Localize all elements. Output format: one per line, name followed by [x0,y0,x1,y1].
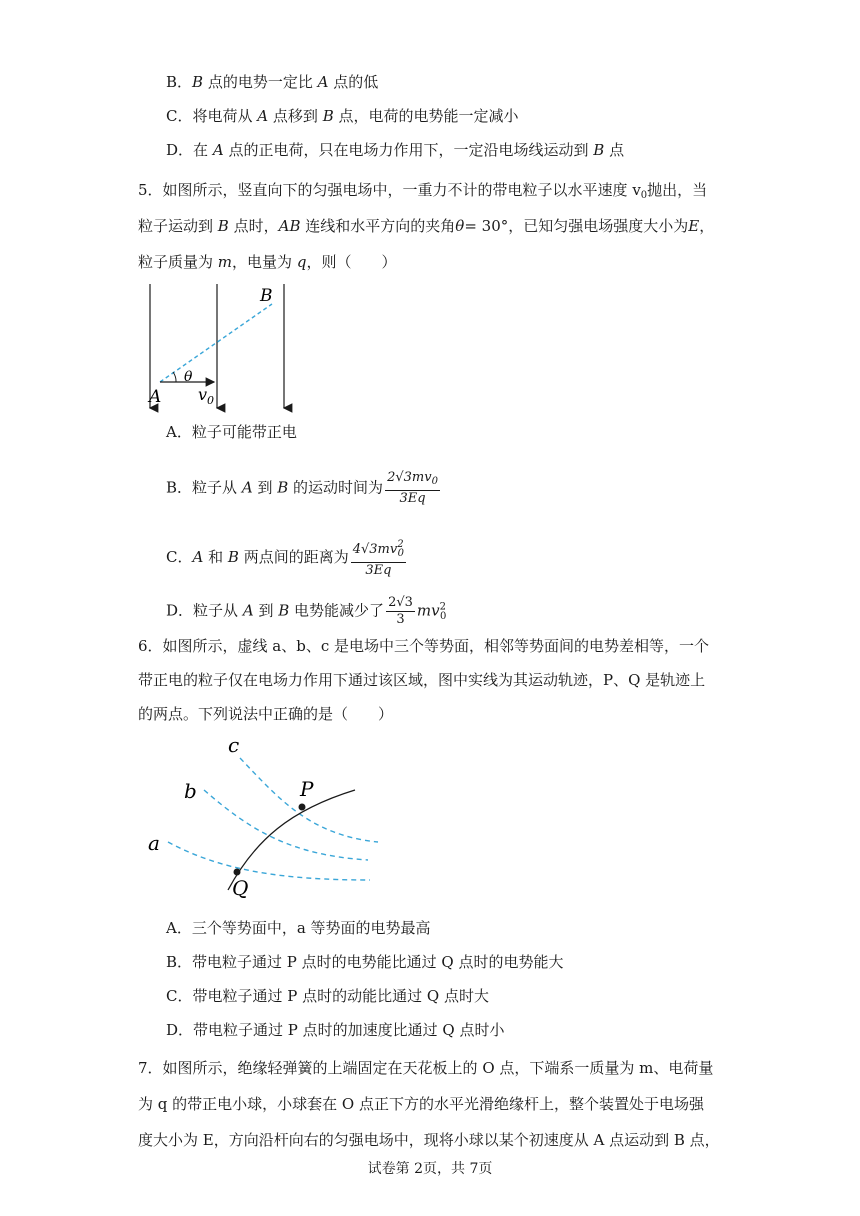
q4-option-b: B．B 点的电势一定比 A 点的低 [166,73,379,91]
equipotential-b [204,790,368,860]
label-c: c [228,733,240,757]
ab-dashed-line [160,304,272,382]
page-footer: 试卷第 2页，共 7页 [367,1161,493,1177]
q5-option-b: B．粒子从 A 到 B 的运动时间为 $\frac{2√3mv_0}{3Eq}$ [166,470,438,506]
label-v-sub: 0 [207,394,214,407]
q6-stem-line2: 带正电的粒子仅在电场力作用下通过该区域，图中实线为其运动轨迹，P、Q 是轨迹上 [138,671,706,689]
q6-option-d: D．带电粒子通过 P 点时的加速度比通过 Q 点时小 [166,1021,505,1039]
q5-option-c: C．A 和 B 两点间的距离为 $\frac{4√3mv^2_0}{3Eq}$ [166,539,404,578]
q5-stem-line3: 粒子质量为 m，电量为 q，则（ ） [138,253,397,271]
q6-stem-line3: 的两点。下列说法中正确的是（ ） [138,705,394,723]
q5-option-a: A．粒子可能带正电 [166,423,297,441]
q5-b-fraction: $\frac{2√3mv_0}{3Eq}$ [387,470,438,506]
label-b: B [260,286,273,306]
point-q [234,869,241,876]
q4-option-d: D．在 A 点的正电荷，只在电场力作用下，一定沿电场线运动到 B 点 [166,141,625,159]
label-v: v [198,385,208,404]
q5-figure [138,280,308,415]
q6-figure [140,730,390,900]
q6-option-a: A．三个等势面中，a 等势面的电势最高 [166,919,431,937]
q7-stem-line1: 7．如图所示，绝缘轻弹簧的上端固定在天花板上的 O 点，下端系一质量为 m、电荷量 [138,1059,714,1077]
label-b6: b [184,779,197,803]
q5-stem-line1: 5．如图所示，竖直向下的匀强电场中，一重力不计的带电粒子以水平速度 $v_0$抛出，当 [138,181,708,201]
q4-option-c: C．将电荷从 A 点移到 B 点，电荷的电势能一定减小 [166,107,519,125]
label-p: P [300,777,314,801]
equipotential-a [168,842,370,880]
q6-option-c: C．带电粒子通过 P 点时的动能比通过 Q 点时大 [166,987,489,1005]
label-a: A [149,387,162,407]
label-a6: a [148,831,160,855]
q5-c-fraction: $\frac{4√3mv^2_0}{3Eq}$ [352,539,404,578]
angle-arc [173,372,176,382]
q5-option-d: D．粒子从 A 到 B 电势能减少了 $\frac{2√3}{3}$ $mv^2_0$ [166,595,447,627]
q7-stem-line2: 为 q 的带正电小球，小球套在 O 点正下方的水平光滑绝缘杆上，整个装置处于电场强 [138,1095,704,1113]
q6-option-b: B．带电粒子通过 P 点时的电势能比通过 Q 点时的电势能大 [166,953,564,971]
point-p [299,804,306,811]
trajectory [228,790,355,890]
q5-d-fraction: $\frac{2√3}{3}$ [388,595,413,627]
q7-stem-line3: 度大小为 E，方向沿杆向右的匀强电场中，现将小球以某个初速度从 A 点运动到 B 点， [138,1131,720,1149]
q6-stem-line1: 6．如图所示，虚线 a、b、c 是电场中三个等势面，相邻等势面间的电势差相等，一个 [138,637,710,655]
q5-stem-line2: 粒子运动到 B 点时，AB 连线和水平方向的夹角θ= 30°，已知匀强电场强度大小为E， [138,217,715,235]
label-theta: θ [184,369,193,385]
label-q: Q [232,876,249,900]
